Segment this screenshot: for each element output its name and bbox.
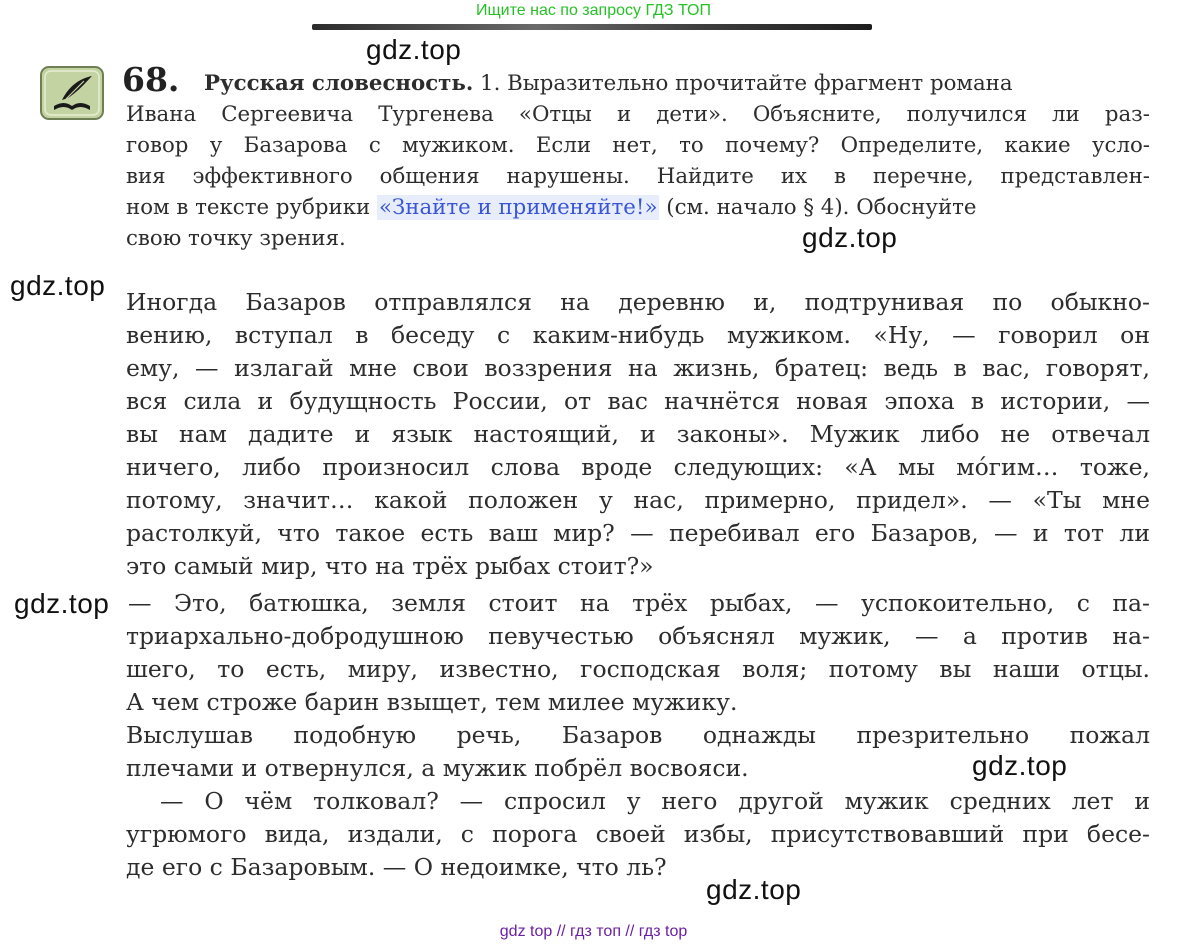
task-line-text: ном в тексте рубрики bbox=[126, 195, 377, 220]
watermark: gdz.top bbox=[10, 270, 106, 301]
task-line: Ивана Сергеевича Тургенева «Отцы и дети». Объясните, получился ли раз- bbox=[126, 102, 1150, 127]
text-line: шего, то есть, миру, известно, господская воля; потому вы наши отцы. bbox=[126, 655, 1150, 683]
text-line: это самый мир, что на трёх рыбах стоит?» bbox=[126, 552, 654, 580]
rubric-link[interactable]: «Знайте и применяйте!» bbox=[378, 195, 658, 220]
watermark: gdz.top bbox=[14, 588, 110, 619]
text-line: Иногда Базаров отправлялся на деревню и, подтрунивая по обыкно- bbox=[126, 288, 1150, 316]
top-search-banner[interactable]: Ищите нас по запросу ГДЗ ТОП bbox=[476, 2, 711, 19]
task-line: вия эффективного общения нарушены. Найдите их в перечне, представлен- bbox=[126, 164, 1150, 189]
text-line: А чем строже барин взыщет, тем милее мужику. bbox=[126, 688, 738, 716]
watermark: gdz.top bbox=[706, 874, 802, 905]
book-quill-icon bbox=[40, 66, 104, 120]
watermark: gdz.top bbox=[972, 750, 1068, 781]
text-line: ему, — излагай мне свои воззрения на жизнь, братец: ведь в вас, говорят, bbox=[126, 354, 1150, 382]
text-line: потому, значит… какой положен у нас, примерно, придел». — «Ты мне bbox=[126, 486, 1150, 514]
text-line: ничего, либо произносил слова вроде следующих: «А мы мо́гим… тоже, bbox=[126, 453, 1150, 481]
watermark: gdz.top bbox=[802, 222, 898, 253]
exercise-number: 68. bbox=[122, 60, 180, 99]
footer-links[interactable]: gdz top // гдз топ // гдз top bbox=[499, 923, 688, 940]
exercise-lead: Русская словесность. bbox=[204, 71, 474, 96]
text-line: растолкуй, что такое есть ваш мир? — перебивал его Базаров, — и тот ли bbox=[126, 519, 1150, 547]
watermark: gdz.top bbox=[366, 34, 462, 65]
text-line: — О чём толковал? — спросил у него другой мужик средних лет и bbox=[160, 787, 1150, 815]
text-line: де его с Базаровым. — О недоимке, что ль? bbox=[126, 853, 667, 881]
text-line: триархально-добродушною певучестью объяснял мужик, — а против на- bbox=[126, 622, 1150, 650]
text-line: вся сила и будущность России, от вас начнётся новая эпоха в истории, — bbox=[126, 387, 1150, 415]
text-line: вы нам дадите и язык настоящий, и законы». Мужик либо не отвечал bbox=[126, 420, 1150, 448]
text-line: плечами и отвернулся, а мужик побрёл восвояси. bbox=[126, 754, 749, 782]
text-line: Выслушав подобную речь, Базаров однажды презрительно пожал bbox=[126, 721, 1150, 749]
task-line: свою точку зрения. bbox=[126, 226, 346, 251]
task-line-text: 1. Выразительно прочитайте фрагмент романа bbox=[473, 71, 1013, 96]
task-line-text: (см. начало § 4). Обоснуйте bbox=[659, 195, 977, 220]
text-line: угрюмого вида, издали, с порога своей избы, присутствовавший при бесе- bbox=[126, 820, 1150, 848]
task-line bbox=[126, 192, 1150, 223]
task-line bbox=[204, 68, 1150, 99]
page-top-image-strip bbox=[312, 24, 872, 30]
text-line: — Это, батюшка, земля стоит на трёх рыбах, — успокоительно, с па- bbox=[128, 589, 1150, 617]
task-line: говор у Базарова с мужиком. Если нет, то почему? Определите, какие усло- bbox=[126, 133, 1150, 158]
text-line: вению, вступал в беседу с каким-нибудь мужиком. «Ну, — говорил он bbox=[126, 321, 1150, 349]
